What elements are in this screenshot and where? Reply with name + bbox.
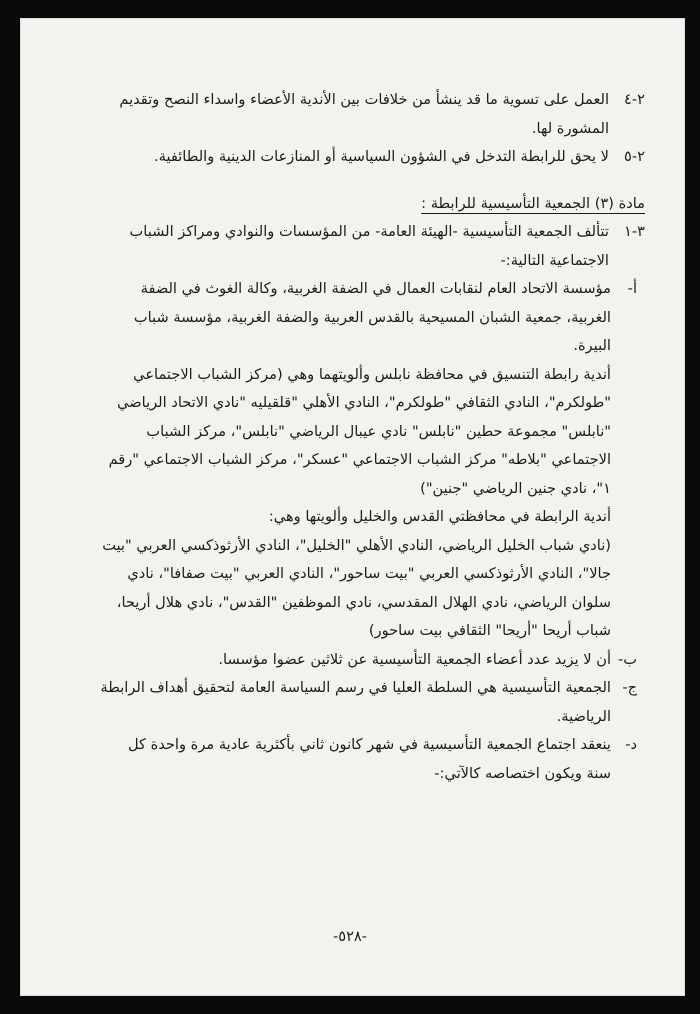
clause-number: ٢-٤ bbox=[624, 91, 645, 108]
clause-number: ٣-١ bbox=[624, 223, 645, 240]
clause-3-1 bbox=[100, 218, 645, 275]
clause-text: تتألف الجمعية التأسيسية -الهيئة العامة- من المؤسسات والنوادي ومراكز الشباب الاجتماعية التالية:- bbox=[129, 223, 609, 269]
item-label: د- bbox=[625, 736, 637, 753]
document-body bbox=[100, 86, 645, 788]
item-text: مؤسسة الاتحاد العام لنقابات العمال في الضفة الغربية، وكالة الغوث في الضفة الغربية، جمعية الشبان المسيحية بالقدس العربية والضفة الغربية، مؤسسة شباب البيرة. bbox=[133, 280, 611, 354]
item-a bbox=[100, 275, 645, 361]
item-b bbox=[100, 646, 645, 675]
jerusalem-hebron-clubs-list: (نادي شباب الخليل الرياضي، النادي الأهلي "الخليل"، النادي الأرثوذكسي العربي "بيت جالا"، النادي الأرثوذكسي العربي "بيت ساحور"، النادي العربي "بيت صفافا"، نادي سلوان الرياضي، نادي الهلال المقدسي، نادي الموظفين "القدس"، نادي هلال أريحا، شباب أريحا "أريحا" الثقافي بيت ساحور) bbox=[102, 536, 611, 639]
jerusalem-hebron-intro: أندية الرابطة في محافظتي القدس والخليل وألويتها وهي: bbox=[268, 508, 611, 525]
item-c bbox=[100, 674, 645, 731]
item-text: أن لا يزيد عدد أعضاء الجمعية التأسيسية عن ثلاثين عضوا مؤسسا. bbox=[218, 650, 611, 668]
item-d bbox=[100, 731, 645, 788]
item-label: ب- bbox=[617, 650, 637, 668]
clause-2-4 bbox=[100, 86, 645, 143]
item-label: أ- bbox=[627, 280, 637, 297]
clause-number: ٢-٥ bbox=[624, 148, 645, 165]
nablus-clubs-list: أندية رابطة التنسيق في محافظة نابلس وألويتهما وهي (مركز الشباب الاجتماعي "طولكرم"، النادي الثقافي "طولكرم"، النادي الأهلي "قلقيليه "نادي الاتحاد الرياضي "نابلس" مجموعة حطين "نابلس" نادي عيبال الرياضي "نابلس"، مركز الشباب الاجتماعي "بلاطه" مركز الشباب الاجتماعي "عسكر"، مركز الشباب الاجتماعي "رقم ١"، نادي جنين الرياضي "جنين") bbox=[108, 365, 611, 497]
clause-2-5 bbox=[100, 143, 645, 172]
item-text: ينعقد اجتماع الجمعية التأسيسية في شهر كانون ثاني بأكثرية عادية مرة واحدة كل سنة ويكون اختصاصه كالآتي:- bbox=[127, 736, 611, 782]
article-3-heading: مادة (٣) الجمعية التأسيسية للرابطة : bbox=[421, 194, 645, 212]
page-number: -٥٢٨- bbox=[332, 928, 368, 945]
clause-text: العمل على تسوية ما قد ينشأ من خلافات بين الأندية الأعضاء واسداء النصح وتقديم المشورة لها. bbox=[119, 91, 609, 137]
item-text: الجمعية التأسيسية هي السلطة العليا في رسم السياسة العامة لتحقيق أهداف الرابطة الرياضية. bbox=[100, 679, 611, 725]
item-label: ج- bbox=[622, 679, 637, 696]
clause-text: لا يحق للرابطة التدخل في الشؤون السياسية أو المنازعات الدينية والطائفية. bbox=[153, 148, 609, 165]
